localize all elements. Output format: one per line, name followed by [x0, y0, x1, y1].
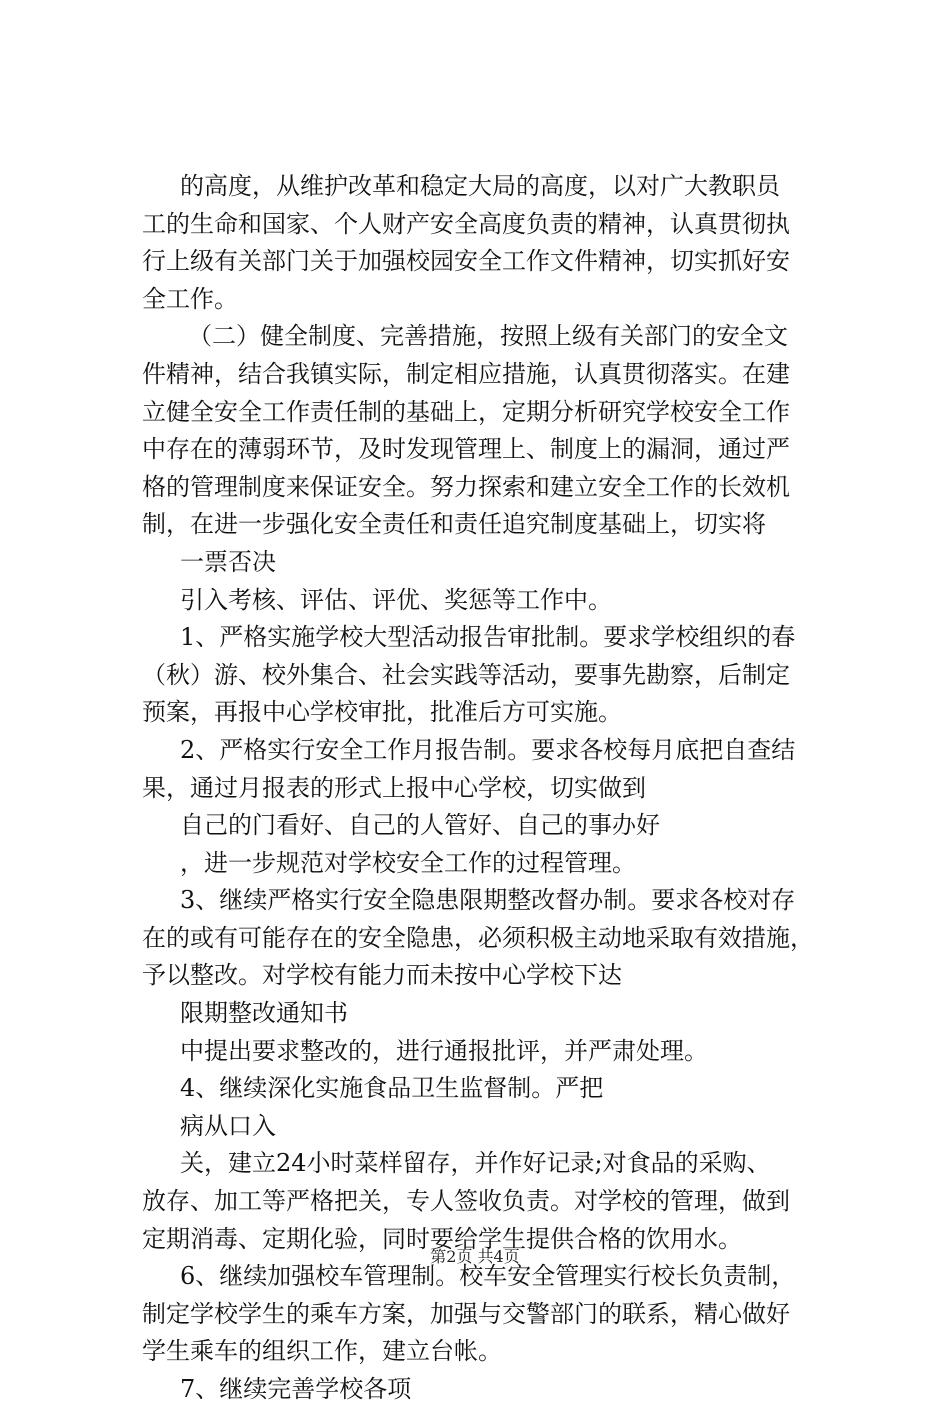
text-line: 格的管理制度来保证安全。努力探索和建立安全工作的长效机: [142, 472, 790, 501]
text-line: 予以整改。对学校有能力而未按中心学校下达: [142, 961, 622, 990]
document-body: [142, 168, 842, 1409]
text-line: 病从口入: [180, 1111, 276, 1140]
text-line: （秋）游、校外集合、社会实践等活动，要事先勘察，后制定: [142, 660, 790, 689]
text-line: 行上级有关部门关于加强校园安全工作文件精神，切实抓好安: [142, 247, 790, 276]
text-line: 中提出要求整改的，进行通报批评，并严肃处理。: [180, 1036, 708, 1065]
text-line: 放存、加工等严格把关，专人签收负责。对学校的管理，做到: [142, 1187, 790, 1216]
text-line: 件精神，结合我镇实际，制定相应措施，认真贯彻落实。在建: [142, 359, 790, 388]
text-line: 关，建立24小时菜样留存，并作好记录;对食品的采购、: [180, 1149, 771, 1178]
text-line: 中存在的薄弱环节，及时发现管理上、制度上的漏洞，通过严: [142, 435, 790, 464]
text-line: 学生乘车的组织工作，建立台帐。: [142, 1337, 502, 1366]
text-line: 制定学校学生的乘车方案，加强与交警部门的联系，精心做好: [142, 1299, 790, 1328]
text-line: 的高度，从维护改革和稳定大局的高度，以对广大教职员: [180, 172, 780, 200]
text-line: 制，在进一步强化安全责任和责任追究制度基础上，切实将: [142, 510, 766, 539]
text-line: 定期消毒、定期化验，同时要给学生提供合格的饮用水。: [142, 1224, 742, 1253]
text-line: 立健全安全工作责任制的基础上，定期分析研究学校安全工作: [142, 397, 790, 426]
text-line: 一票否决: [180, 547, 276, 576]
text-line: 在的或有可能存在的安全隐患，必须积极主动地采取有效措施，: [142, 923, 814, 952]
text-line: 1、严格实施学校大型活动报告审批制。要求学校组织的春: [180, 623, 796, 652]
text-line: 工的生命和国家、个人财产安全高度负责的精神，认真贯彻执: [142, 209, 790, 238]
text-line: 6、继续加强校车管理制。校车安全管理实行校长负责制，: [180, 1262, 796, 1291]
text-line: 引入考核、评估、评优、奖惩等工作中。: [180, 585, 612, 614]
text-line: 3、继续严格实行安全隐患限期整改督办制。要求各校对存: [180, 886, 796, 915]
text-line: 4、继续深化实施食品卫生监督制。严把: [180, 1074, 604, 1103]
text-line: 全工作。: [142, 284, 238, 313]
text-line: ，进一步规范对学校安全工作的过程管理。: [180, 848, 636, 877]
page-footer: 第2页 共4页: [430, 1247, 520, 1266]
text-line: 自己的门看好、自己的人管好、自己的事办好: [180, 811, 660, 840]
text-line: 限期整改通知书: [180, 999, 348, 1028]
text-line: 7、继续完善学校各项: [180, 1375, 412, 1403]
text-line: （二）健全制度、完善措施，按照上级有关部门的安全文: [188, 322, 788, 351]
text-line: 预案，再报中心学校审批，批准后方可实施。: [142, 698, 622, 727]
text-line: 果，通过月报表的形式上报中心学校，切实做到: [142, 773, 646, 802]
text-line: 2、严格实行安全工作月报告制。要求各校每月底把自查结: [180, 735, 796, 764]
